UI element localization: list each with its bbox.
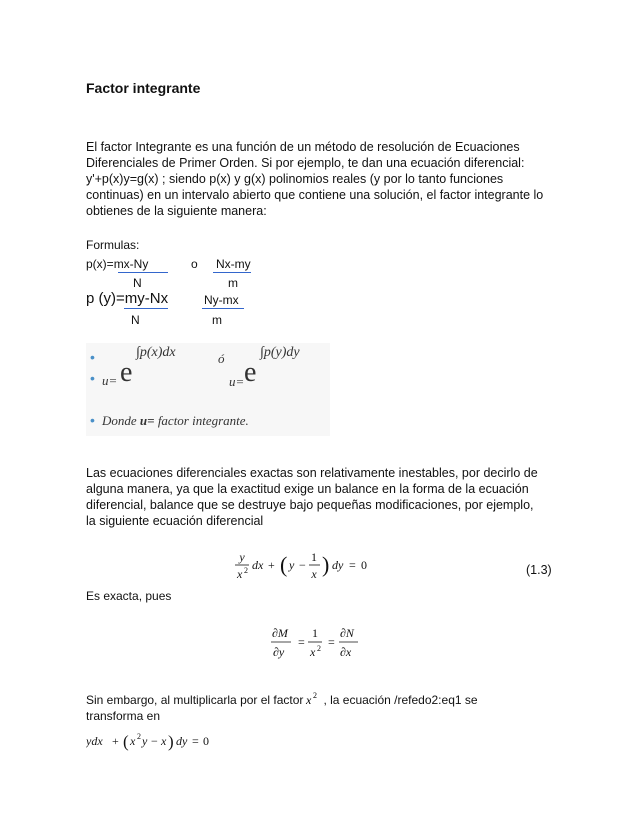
svg-text:=: = (349, 558, 356, 572)
page-title: Factor integrante (86, 80, 201, 96)
sin-embargo-line2: transforma en (86, 709, 161, 723)
svg-text:x: x (130, 734, 136, 748)
svg-text:dx: dx (252, 558, 264, 572)
svg-text:2: 2 (313, 692, 318, 700)
intro-line: y'+p(x)y=g(x) ; siendo p(x) y g(x) polinomios reales (y por lo tanto funciones (86, 172, 504, 186)
svg-text:1: 1 (311, 550, 317, 564)
sin-embargo-before: Sin embargo, al multiplicarla por el factor (86, 693, 304, 707)
svg-text:): ) (322, 552, 330, 577)
svg-text:0: 0 (203, 734, 209, 748)
formula-py-den1: N (131, 313, 140, 327)
integrating-factor-figure (86, 343, 330, 436)
factor-x-squared (303, 692, 323, 706)
svg-text:=: = (298, 635, 305, 649)
svg-text:x: x (310, 645, 316, 659)
svg-text:2: 2 (317, 644, 321, 653)
para-line: la siguiente ecuación diferencial (86, 514, 264, 528)
formula-px-lhs: p(x)=mx-Ny (86, 257, 149, 271)
equation-1-3 (234, 550, 394, 586)
u-equals: u= (102, 373, 118, 388)
svg-text:2: 2 (137, 732, 141, 741)
svg-text:+: + (268, 558, 275, 572)
exponential-e: e (120, 357, 133, 388)
formulas-label: Formulas: (86, 238, 140, 252)
bullet-icon: • (90, 349, 95, 365)
para-line: Las ecuaciones diferenciales exactas son relativamente inestables, por decirlo de (86, 466, 538, 480)
fraction-line (118, 272, 168, 273)
svg-text:0: 0 (361, 558, 367, 572)
formula-px-den2: m (228, 276, 238, 290)
formula-py-num2: Ny-mx (204, 293, 239, 307)
svg-text:y: y (142, 734, 148, 748)
or-label: ó (218, 351, 225, 366)
fraction-line (124, 308, 168, 309)
svg-text:−: − (151, 734, 158, 748)
svg-text:2: 2 (244, 566, 248, 575)
svg-text:dy: dy (332, 558, 344, 572)
integral-py: ∫p(y)dy (260, 345, 300, 360)
svg-text:ydx: ydx (86, 734, 103, 748)
sin-embargo-paragraph (86, 692, 478, 724)
transformed-equation (86, 729, 226, 753)
exponential-e: e (244, 357, 257, 388)
svg-text:x: x (237, 567, 243, 581)
svg-text:x: x (161, 734, 167, 748)
formula-py-num1: my-Nx (124, 290, 169, 307)
svg-text:∂y: ∂y (273, 645, 285, 659)
svg-text:): ) (168, 732, 174, 751)
bullet-icon: • (90, 370, 95, 386)
svg-text:∂M: ∂M (272, 626, 288, 640)
svg-text:(: ( (123, 732, 129, 751)
sin-embargo-after: , la ecuación /refedo2:eq1 se (323, 693, 478, 707)
figure-note: Donde u= factor integrante. (102, 413, 249, 428)
partial-derivatives-equation (270, 624, 370, 662)
svg-text:∂N: ∂N (340, 626, 354, 640)
formula-or: o (191, 257, 198, 271)
formula-px-num1: mx-Ny (113, 257, 149, 271)
integral-px: ∫p(x)dx (136, 345, 176, 360)
intro-paragraph (86, 139, 556, 219)
intro-line: continuas) en un intervalo abierto que contiene una solución, el factor integrante lo (86, 188, 544, 202)
svg-text:=: = (328, 635, 335, 649)
bullet-icon: • (90, 412, 95, 428)
formula-py-den2: m (212, 313, 222, 327)
svg-text:dy: dy (176, 734, 188, 748)
svg-text:1: 1 (312, 626, 318, 640)
svg-text:y: y (289, 558, 295, 572)
u-equals: u= (229, 374, 245, 389)
intro-line: obtienes de la siguiente manera: (86, 204, 267, 218)
svg-text:+: + (112, 734, 119, 748)
svg-text:x: x (306, 693, 312, 706)
svg-text:=: = (192, 734, 199, 748)
exact-equations-paragraph (86, 465, 556, 529)
equation-number: (1.3) (526, 563, 552, 577)
svg-text:−: − (299, 558, 306, 572)
intro-line: Diferenciales de Primer Orden. Si por ejemplo, te dan una ecuación diferencial: (86, 156, 525, 170)
para-line: diferencial, balance que se destruye bajo pequeñas modificaciones, por ejemplo, (86, 498, 534, 512)
intro-line: El factor Integrante es una función de un método de resolución de Ecuaciones (86, 140, 520, 154)
formula-py-lhs: p (y)=my-Nx (86, 290, 169, 307)
svg-text:y: y (239, 550, 245, 564)
exacta-text: Es exacta, pues (86, 589, 172, 603)
para-line: alguna manera, ya que la exactitud exige un balance en la forma de la ecuación (86, 482, 529, 496)
formula-px-num2: Nx-my (216, 257, 251, 271)
fraction-line (213, 272, 251, 273)
fraction-line (202, 308, 244, 309)
formula-px-den1: N (133, 276, 142, 290)
svg-text:∂x: ∂x (340, 645, 352, 659)
svg-text:(: ( (280, 552, 288, 577)
svg-text:x: x (311, 567, 317, 581)
